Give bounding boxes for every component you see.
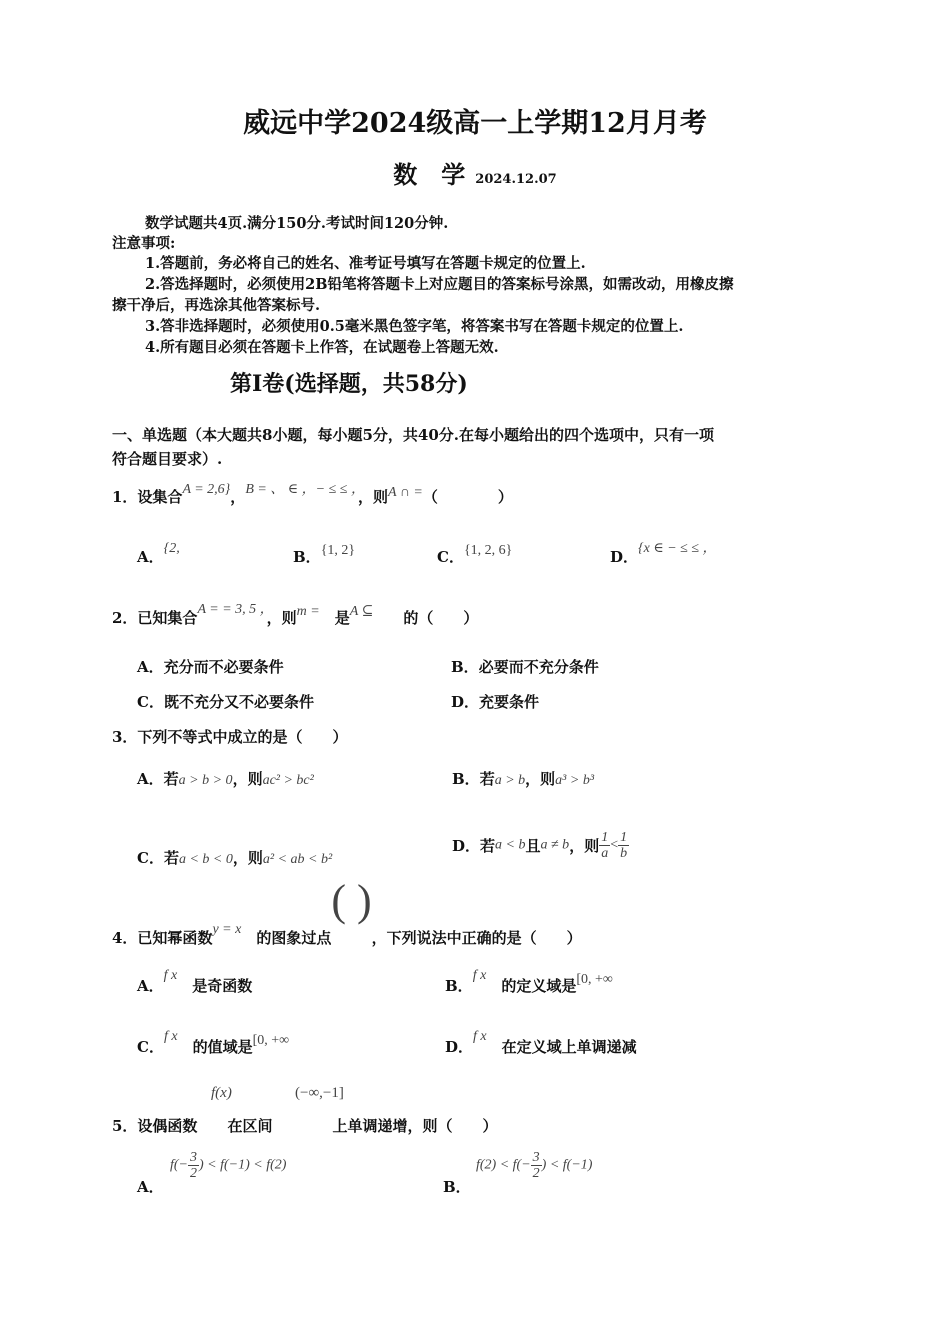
notice-heading: 注意事项: xyxy=(112,235,176,252)
q1-option-b xyxy=(293,543,356,567)
q2-m: m = xyxy=(296,604,320,619)
option-math: {1, 2, 6} xyxy=(463,543,513,558)
option-result: a³ > b³ xyxy=(555,773,595,788)
q2-option-c xyxy=(137,691,314,712)
q1-comma: ， xyxy=(230,488,246,506)
q3-option-c xyxy=(137,847,332,868)
section-1-line-1: 一、单选题（本大题共8小题，每小题5分，共40分.在每小题给出的四个选项中，只有一项 xyxy=(112,426,714,444)
option-text: 充分而不必要条件 xyxy=(163,658,284,676)
subject-name: 数 学 xyxy=(393,160,466,189)
q1-option-c xyxy=(437,543,513,567)
exam-subject xyxy=(0,155,950,190)
option-then: ，则 xyxy=(232,849,263,867)
denominator: 2 xyxy=(532,1166,540,1181)
option-text: 的定义域是 xyxy=(501,977,577,995)
q1-option-a xyxy=(137,541,180,567)
q4-option-b xyxy=(445,968,613,996)
option-math: {x ∈ − ≤ ≤ ， xyxy=(638,541,717,556)
q4-option-c xyxy=(137,1029,290,1057)
q5-prefix: 5．设偶函数 xyxy=(112,1117,198,1135)
q5-option-a-math xyxy=(170,1150,286,1181)
q1-set-a: A = 2,6} xyxy=(182,482,231,497)
q5-function: f(x) xyxy=(211,1085,232,1101)
q4-mid: 的图象过点 xyxy=(256,929,332,947)
option-condition: a < b xyxy=(495,837,526,853)
q5-option-b-math xyxy=(476,1150,592,1181)
q1-blank: （ ） xyxy=(422,488,513,506)
numerator: 3 xyxy=(190,1150,197,1165)
option-text: 充要条件 xyxy=(479,693,540,711)
math-suffix: ) < f(−1) < f(2) xyxy=(199,1157,287,1173)
q2-set-a: A = = 3, 5 ， xyxy=(197,602,267,617)
option-label: C． xyxy=(137,693,164,711)
option-math: f x xyxy=(472,968,487,983)
denominator: b xyxy=(620,846,628,861)
option-text: 既不充分又不必要条件 xyxy=(163,693,314,711)
option-label: B． xyxy=(293,548,321,566)
q2-of: 的（ ） xyxy=(403,609,479,627)
numerator: 3 xyxy=(532,1150,540,1165)
q4-suffix: ，下列说法中正确的是（ ） xyxy=(371,929,582,947)
fraction-3-over-2 xyxy=(188,1150,199,1181)
option-interval: [0, +∞ xyxy=(576,972,613,987)
option-label: D． xyxy=(452,837,481,855)
option-condition: a > b > 0 xyxy=(178,773,233,788)
q4-option-d xyxy=(445,1029,637,1057)
fraction-3-over-2 xyxy=(531,1150,542,1181)
question-1 xyxy=(112,482,513,507)
option-text: 的值域是 xyxy=(192,1038,253,1056)
option-then: ，则 xyxy=(232,770,263,788)
q3-option-a xyxy=(137,768,314,789)
option-label: C． xyxy=(137,849,164,867)
q1-option-d xyxy=(610,541,717,567)
numerator: 1 xyxy=(620,830,628,845)
q5-option-a-label: A． xyxy=(137,1178,164,1196)
option-label: B． xyxy=(452,770,480,788)
option-label: C． xyxy=(437,548,464,566)
option-label: A． xyxy=(137,548,164,566)
option-math: f x xyxy=(163,1029,178,1044)
q2-then: ，则 xyxy=(266,609,297,627)
option-label: D． xyxy=(445,1038,474,1056)
q2-is: 是 xyxy=(334,609,350,627)
q2-option-b xyxy=(451,656,599,677)
section-1-line-2: 符合题目要求）. xyxy=(112,450,223,468)
option-result: a² < ab < b² xyxy=(262,852,333,867)
fraction-1-over-b xyxy=(618,830,629,861)
q1-then: ，则 xyxy=(358,488,389,506)
q4-option-a xyxy=(137,968,253,996)
option-result: ac² > bc² xyxy=(262,773,314,788)
q5-interval: (−∞,−1] xyxy=(295,1085,344,1101)
option-label: A． xyxy=(137,977,164,995)
option-label: C． xyxy=(137,1038,164,1056)
q1-intersection: A ∩ = xyxy=(388,485,423,500)
q4-power-function: y = x xyxy=(212,922,242,937)
option-then: ，则 xyxy=(525,770,556,788)
option-math: f x xyxy=(473,1029,487,1044)
option-label: D． xyxy=(451,693,480,711)
option-text: 是奇函数 xyxy=(192,977,253,995)
option-label: A． xyxy=(137,770,164,788)
q2-option-a xyxy=(137,656,284,677)
math-suffix: ) < f(−1) xyxy=(541,1157,593,1173)
option-condition: a < b < 0 xyxy=(178,852,233,867)
q4-point: ( ) xyxy=(331,876,372,925)
notice-item-1: 1.答题前，务必将自己的姓名、准考证号填写在答题卡规定的位置上. xyxy=(145,255,586,272)
option-label: A． xyxy=(137,658,164,676)
option-label: D． xyxy=(610,548,639,566)
denominator: a xyxy=(601,846,609,861)
option-math: f x xyxy=(163,968,178,983)
q2-option-d xyxy=(451,691,539,712)
q1-set-b: B = 、 ∈ ，− ≤ ≤ ， xyxy=(245,482,358,497)
q1-prefix: 1．设集合 xyxy=(112,488,183,506)
question-4 xyxy=(112,876,582,947)
option-label: B． xyxy=(445,977,473,995)
fraction-1-over-a xyxy=(599,830,610,861)
q3-option-b xyxy=(452,768,594,789)
numerator: 1 xyxy=(601,830,609,845)
option-then: ，则 xyxy=(569,837,600,855)
question-2 xyxy=(112,602,479,628)
q3-option-d xyxy=(452,830,629,861)
notice-item-3: 3.答非选择题时，必须使用0.5毫米黑色签字笔，将答案书写在答题卡规定的位置上. xyxy=(145,318,684,335)
q5-mid: 在区间 xyxy=(227,1117,273,1135)
option-if: 若 xyxy=(163,849,179,867)
math-prefix: f(2) < f(− xyxy=(476,1157,531,1173)
option-label: B． xyxy=(451,658,479,676)
exam-title: 威远中学2024级高一上学期12月月考 xyxy=(243,108,707,139)
option-math: {1, 2} xyxy=(320,543,356,558)
q5-option-b-label: B． xyxy=(443,1178,471,1196)
exam-date: 2024.12.07 xyxy=(475,172,557,187)
option-if: 若 xyxy=(479,770,495,788)
q2-prefix: 2．已知集合 xyxy=(112,609,198,627)
notice-intro: 数学试题共4页.满分150分.考试时间120分钟. xyxy=(145,215,449,232)
option-text: 必要而不充分条件 xyxy=(478,658,599,676)
q2-subset: A ⊆ xyxy=(349,604,374,619)
option-math: {2, xyxy=(163,541,180,556)
q5-suffix: 上单调递增，则（ ） xyxy=(332,1117,498,1135)
math-prefix: f(− xyxy=(170,1157,188,1173)
question-5 xyxy=(112,1115,498,1136)
option-and: 且 xyxy=(525,837,541,855)
less-than: < xyxy=(610,837,619,853)
option-interval: [0, +∞ xyxy=(252,1033,290,1048)
notice-item-4: 4.所有题目必须在答题卡上作答，在试题卷上答题无效. xyxy=(145,339,499,356)
option-if: 若 xyxy=(163,770,179,788)
notice-item-2-cont: 擦干净后，再选涂其他答案标号. xyxy=(112,297,321,314)
option-text: 在定义域上单调递减 xyxy=(501,1038,637,1056)
denominator: 2 xyxy=(190,1166,197,1181)
option-condition: a > b xyxy=(494,773,526,788)
part-1-title: 第Ⅰ卷(选择题，共58分) xyxy=(230,371,468,397)
option-if: 若 xyxy=(480,837,496,855)
option-condition-2: a ≠ b xyxy=(540,837,570,853)
notice-item-2: 2.答选择题时，必须使用2B铅笔将答题卡上对应题目的答案标号涂黑，如需改动，用橡皮擦 xyxy=(145,276,734,293)
question-3: 3．下列不等式中成立的是（ ） xyxy=(112,728,348,746)
q4-prefix: 4．已知幂函数 xyxy=(112,929,213,947)
